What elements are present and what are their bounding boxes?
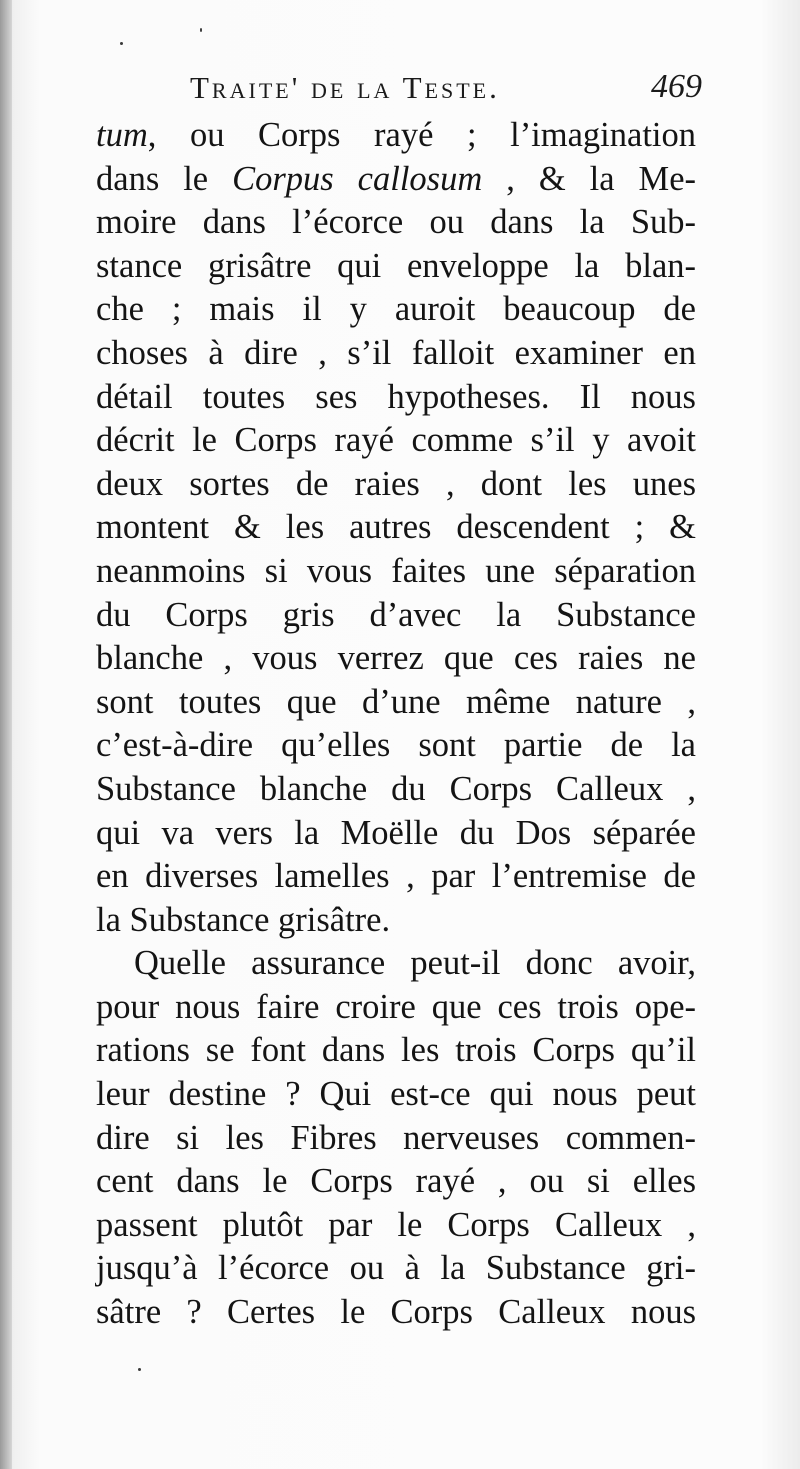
running-title: Traite' de la Teste. bbox=[190, 70, 500, 105]
text-line bbox=[96, 332, 696, 376]
text-segment: sont toutes que d’une même nature , bbox=[96, 682, 696, 721]
text-line bbox=[96, 1117, 696, 1161]
text-segment: c’est-à-dire qu’elles sont partie de la bbox=[96, 726, 696, 765]
text-line bbox=[96, 158, 696, 202]
text-line bbox=[96, 1029, 696, 1073]
text-line bbox=[96, 768, 696, 812]
text-line bbox=[96, 419, 696, 463]
italic-text: Corpus callosum bbox=[232, 159, 483, 198]
text-segment: Substance blanche du Corps Calleux , bbox=[96, 769, 696, 808]
page-header bbox=[96, 66, 702, 116]
text-line bbox=[96, 245, 696, 289]
text-segment: jusqu’à l’écorce ou à la Substance gri- bbox=[96, 1249, 696, 1288]
page-gutter-shadow bbox=[0, 0, 12, 1469]
text-segment: la Substance grisâtre. bbox=[96, 900, 391, 939]
page-number: 469 bbox=[651, 68, 702, 105]
ink-speck bbox=[200, 28, 202, 32]
text-segment: che ; mais il y auroit beaucoup de bbox=[96, 290, 696, 329]
text-line bbox=[96, 986, 696, 1030]
text-segment: en diverses lamelles , par l’entremise de bbox=[96, 857, 696, 896]
text-segment: décrit le Corps rayé comme s’il y avoit bbox=[96, 421, 696, 460]
text-line bbox=[96, 1204, 696, 1248]
text-segment: qui va vers la Moëlle du Dos séparée bbox=[96, 813, 696, 852]
body-text bbox=[96, 114, 696, 1335]
text-line bbox=[96, 1073, 696, 1117]
text-line bbox=[96, 201, 696, 245]
text-segment: leur destine ? Qui est-ce qui nous peut bbox=[96, 1075, 696, 1114]
text-segment: Quelle assurance peut-il donc avoir, bbox=[134, 944, 696, 983]
text-line bbox=[96, 288, 696, 332]
text-line bbox=[96, 1247, 696, 1291]
text-line bbox=[96, 376, 696, 420]
text-segment: stance grisâtre qui enveloppe la blan- bbox=[96, 246, 696, 285]
text-segment: dans le bbox=[96, 159, 233, 198]
text-segment: rations se font dans les trois Corps qu’il bbox=[96, 1031, 696, 1070]
text-line bbox=[96, 855, 696, 899]
text-segment: pour nous faire croire que ces trois ope- bbox=[96, 987, 696, 1026]
text-segment: dire si les Fibres nerveuses commen- bbox=[96, 1118, 696, 1157]
text-segment: neanmoins si vous faites une séparation bbox=[96, 551, 696, 590]
text-line bbox=[96, 681, 696, 725]
text-line bbox=[96, 114, 696, 158]
text-line bbox=[96, 942, 696, 986]
ink-speck bbox=[120, 42, 123, 45]
italic-text: tum bbox=[96, 116, 148, 154]
text-segment: montent & les autres descendent ; & bbox=[96, 508, 696, 547]
ink-speck bbox=[138, 1368, 141, 1371]
text-segment: détail toutes ses hypotheses. Il nous bbox=[96, 377, 696, 416]
text-line bbox=[96, 899, 696, 943]
text-line bbox=[96, 506, 696, 550]
text-line bbox=[96, 724, 696, 768]
text-segment: , ou Corps rayé ; l’imagination bbox=[147, 116, 696, 154]
text-segment: moire dans l’écorce ou dans la Sub- bbox=[96, 203, 696, 242]
text-segment: deux sortes de raies , dont les unes bbox=[96, 464, 696, 503]
text-segment: passent plutôt par le Corps Calleux , bbox=[96, 1205, 696, 1244]
text-segment: choses à dire , s’il falloit examiner en bbox=[96, 333, 696, 372]
text-segment: , & la Me- bbox=[482, 159, 697, 198]
text-line bbox=[96, 637, 696, 681]
text-line bbox=[96, 1291, 696, 1335]
text-line bbox=[96, 594, 696, 638]
text-segment: blanche , vous verrez que ces raies ne bbox=[96, 639, 696, 678]
text-segment: sâtre ? Certes le Corps Calleux nous bbox=[96, 1293, 696, 1332]
text-segment: cent dans le Corps rayé , ou si elles bbox=[96, 1162, 696, 1201]
text-line bbox=[96, 1160, 696, 1204]
text-segment: du Corps gris d’avec la Substance bbox=[96, 595, 696, 634]
text-line bbox=[96, 812, 696, 856]
text-line bbox=[96, 550, 696, 594]
text-line bbox=[96, 463, 696, 507]
